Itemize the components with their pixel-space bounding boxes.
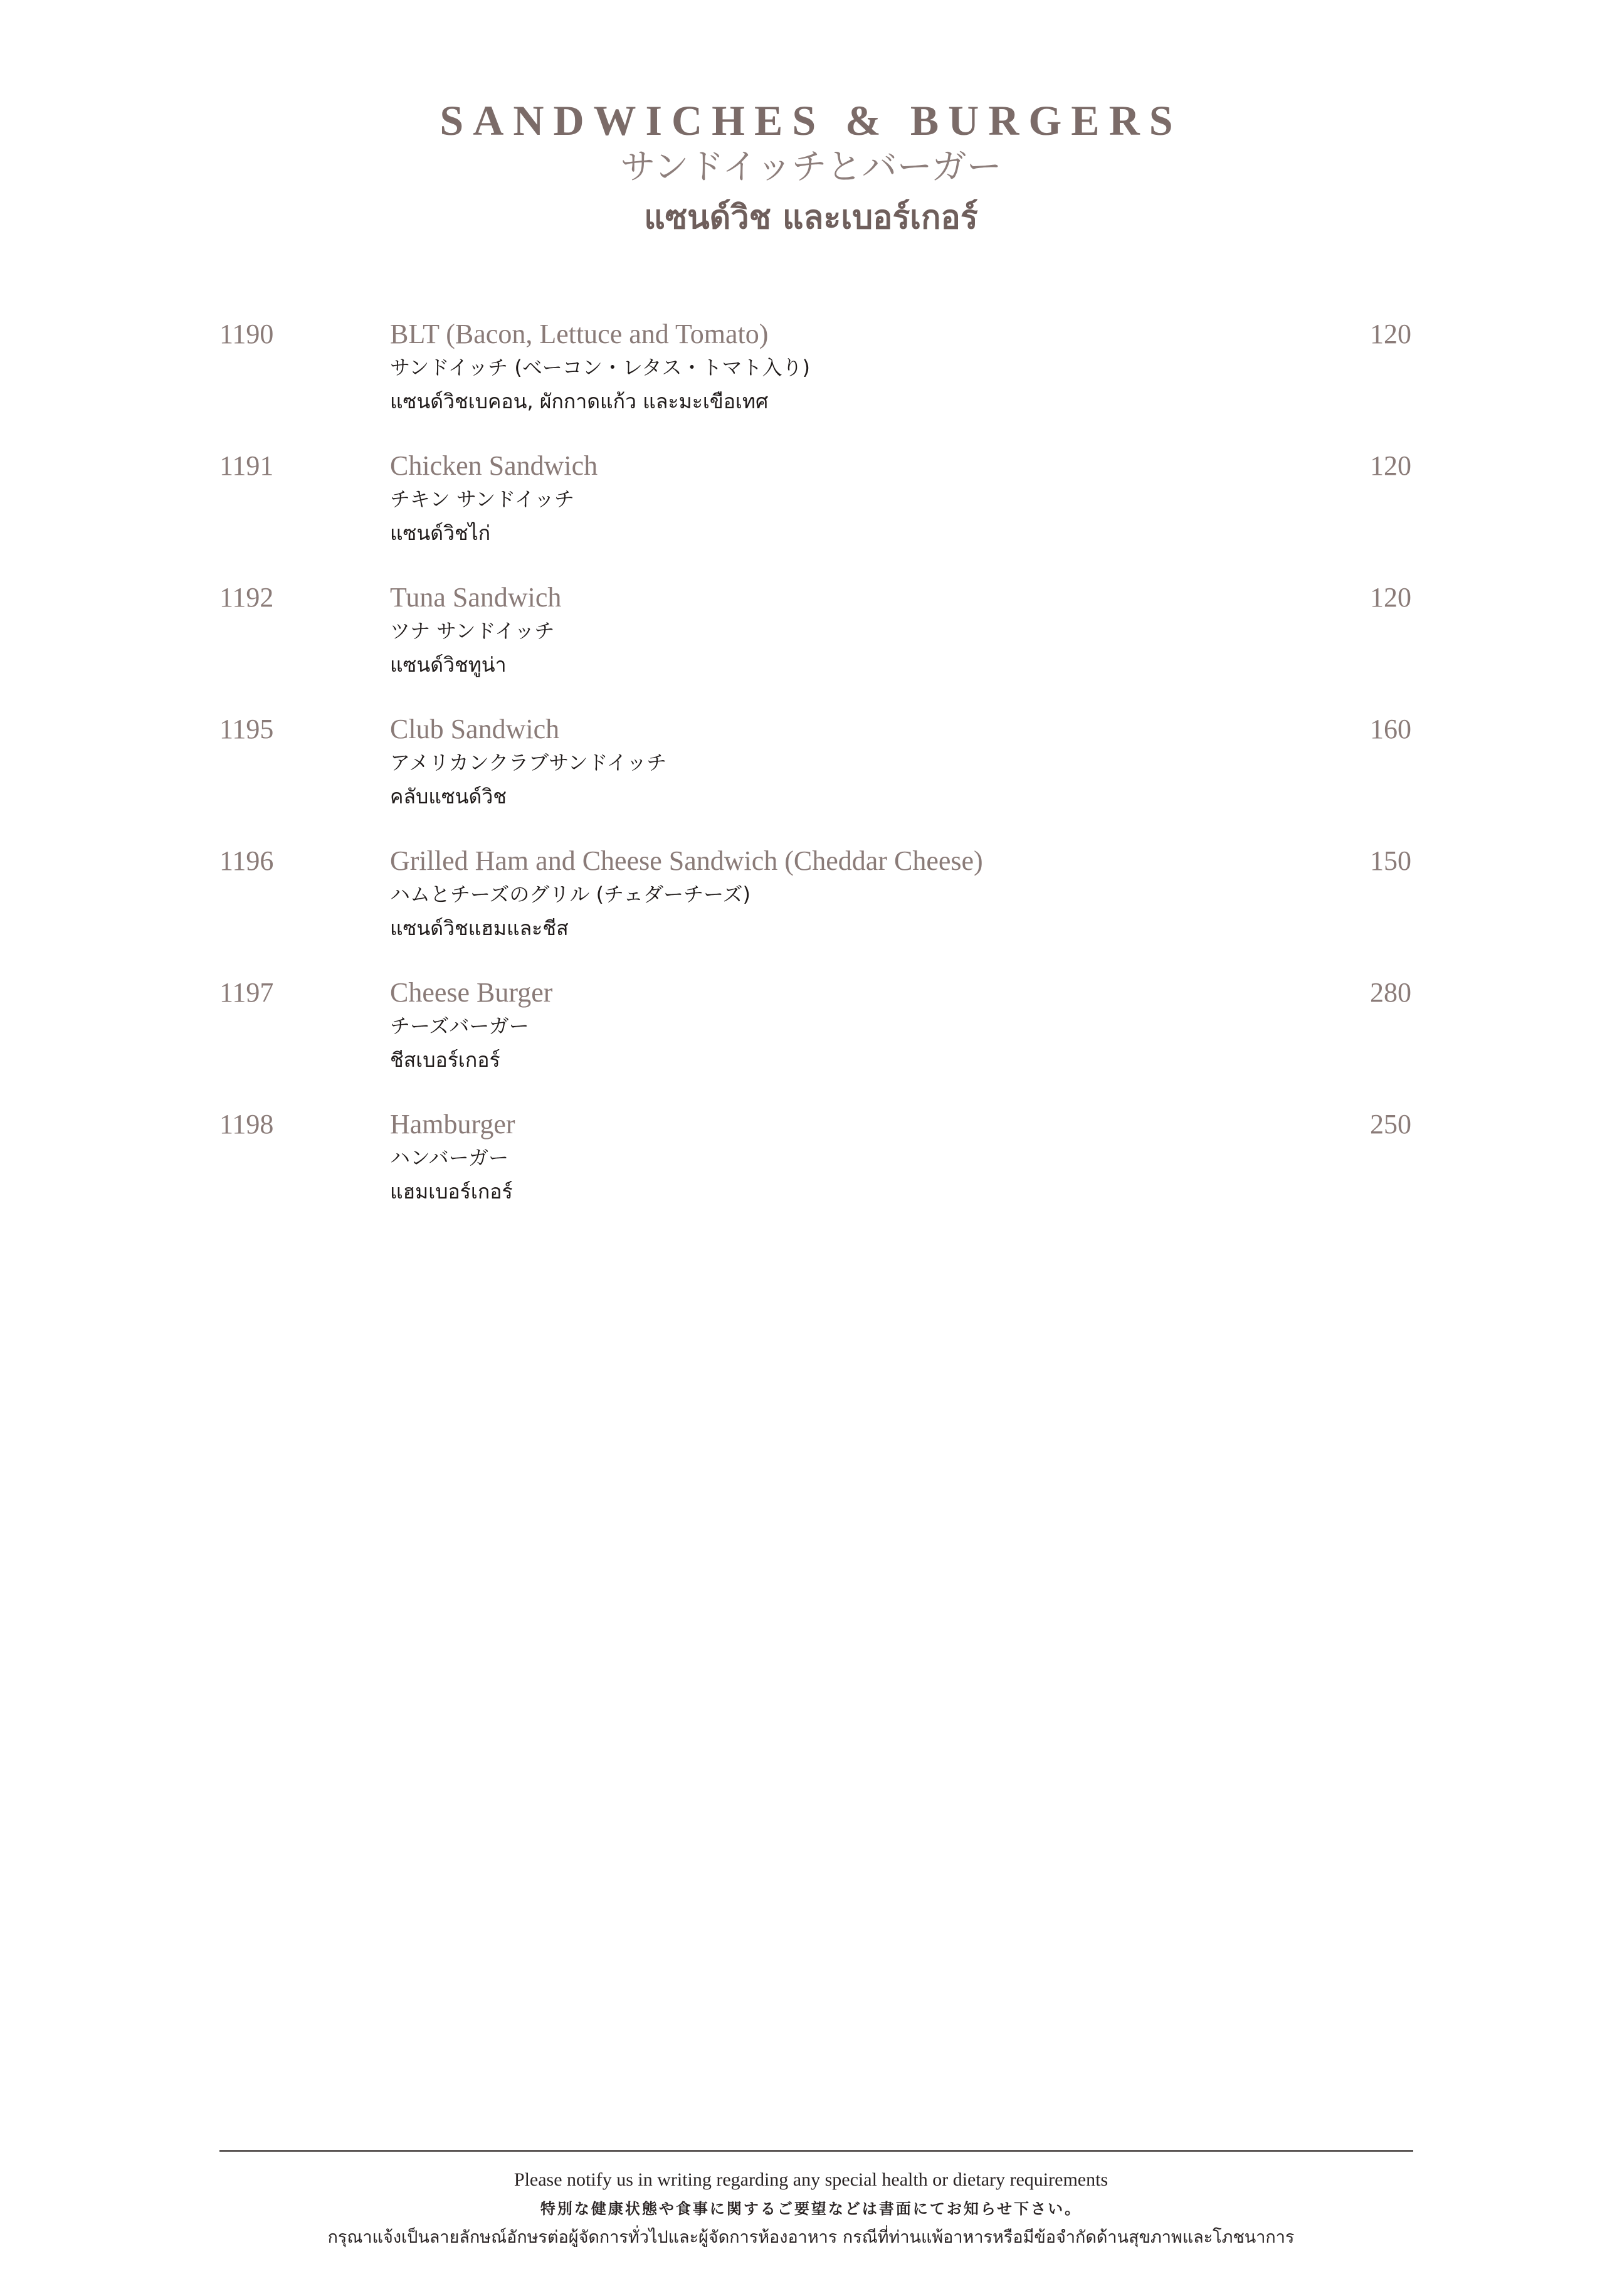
item-name-japanese: ハンバーガー <box>390 1146 509 1170</box>
menu-item <box>0 579 1622 704</box>
item-name-japanese: ハムとチーズのグリル (チェダーチーズ) <box>390 882 750 906</box>
item-name-english: Tuna Sandwich <box>390 582 562 613</box>
item-price: 120 <box>1370 582 1411 613</box>
item-code: 1198 <box>219 1109 274 1140</box>
item-price: 120 <box>1370 319 1411 349</box>
footer-notice-japanese: 特別な健康状態や食事に関するご要望などは書面にてお知らせ下さい。 <box>540 2200 1082 2218</box>
item-name-thai: คลับแซนด์วิช <box>390 785 507 808</box>
footer-divider <box>219 2150 1413 2152</box>
item-name-english: Grilled Ham and Cheese Sandwich (Cheddar Cheese) <box>390 845 983 876</box>
menu-item <box>0 447 1622 573</box>
item-name-thai: ชีสเบอร์เกอร์ <box>390 1048 500 1072</box>
item-price: 280 <box>1370 977 1411 1008</box>
item-name-english: Chicken Sandwich <box>390 450 598 481</box>
item-name-japanese: アメリカンクラブサンドイッチ <box>390 751 667 775</box>
menu-item <box>0 974 1622 1099</box>
item-name-japanese: チキン サンドイッチ <box>390 487 575 511</box>
item-name-english: Club Sandwich <box>390 714 560 744</box>
item-code: 1195 <box>219 714 274 744</box>
item-price: 250 <box>1370 1109 1411 1140</box>
item-name-english: Hamburger <box>390 1109 515 1140</box>
item-code: 1191 <box>219 450 274 481</box>
page-title-english: SANDWICHES & BURGERS <box>440 97 1182 144</box>
item-price: 160 <box>1370 714 1411 744</box>
item-name-thai: แซนด์วิชทูน่า <box>390 653 507 677</box>
item-name-japanese: ツナ サンドイッチ <box>390 619 555 643</box>
page-title-japanese: サンドイッチとバーガー <box>620 147 1002 188</box>
item-name-thai: แฮมเบอร์เกอร์ <box>390 1180 513 1204</box>
menu-item <box>0 315 1622 441</box>
menu-item <box>0 842 1622 968</box>
item-code: 1197 <box>219 977 274 1008</box>
footer-notice-english: Please notify us in writing regarding any special health or dietary requirements <box>513 2169 1109 2190</box>
menu-item <box>0 1106 1622 1231</box>
item-name-japanese: チーズバーガー <box>390 1014 529 1038</box>
item-price: 150 <box>1370 845 1411 876</box>
item-name-english: Cheese Burger <box>390 977 553 1008</box>
item-name-thai: แซนด์วิชเบคอน, ผักกาดแก้ว และมะเขือเทศ <box>390 389 769 413</box>
item-price: 120 <box>1370 450 1411 481</box>
item-code: 1190 <box>219 319 274 349</box>
footer-notice-thai: กรุณาแจ้งเป็นลายลักษณ์อักษรต่อผู้จัดการทั่วไปและผู้จัดการห้องอาหาร กรณีที่ท่านแพ้อาหารหรือมีข้อจำกัดด้านสุขภาพและโภชนาการ <box>327 2228 1295 2247</box>
menu-item <box>0 711 1622 836</box>
item-name-thai: แซนด์วิชไก่ <box>390 521 491 545</box>
item-code: 1196 <box>219 845 274 876</box>
item-code: 1192 <box>219 582 274 613</box>
item-name-english: BLT (Bacon, Lettuce and Tomato) <box>390 319 769 349</box>
item-name-japanese: サンドイッチ (ベーコン・レタス・トマト入り) <box>390 356 811 379</box>
item-name-thai: แซนด์วิชแฮมและชีส <box>390 916 569 940</box>
page-title-thai: แซนด์วิช และเบอร์เกอร์ <box>644 199 978 236</box>
